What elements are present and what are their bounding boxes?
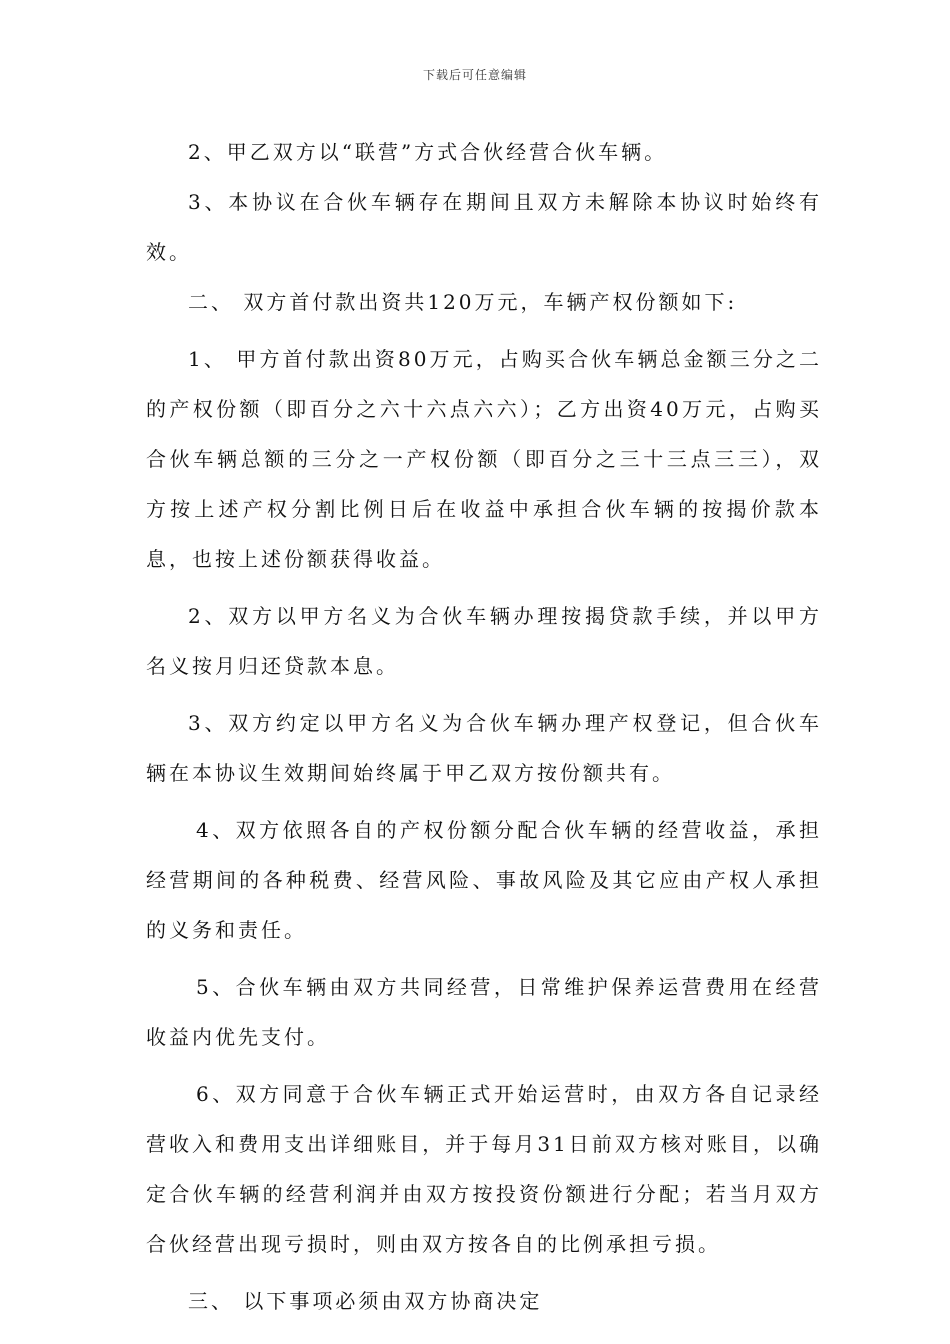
clause-5-joint-management: 5、合伙车辆由双方共同经营，日常维护保养运营费用在经营收益内优先支付。	[146, 975, 822, 1049]
clause-2-joint-operation: 2、甲乙双方以“联营”方式合伙经营合伙车辆。	[188, 140, 668, 164]
document-body	[146, 127, 822, 1326]
clause-6-accounting: 6、双方同意于合伙车辆正式开始运营时，由双方各自记录经营收入和费用支出详细账目，并于每月31日前双方核对账目，以确定合伙车辆的经营利润并由双方按投资份额进行分配；若当月双方合伙经营出现亏损时，则由双方按各自的比例承担亏损。	[146, 1082, 822, 1256]
page-header: 下载后可任意编辑	[422, 68, 527, 82]
clause-3-validity: 3、本协议在合伙车辆存在期间且双方未解除本协议时始终有效。	[146, 190, 822, 264]
section-2-heading: 二、 双方首付款出资共120万元，车辆产权份额如下:	[188, 290, 738, 314]
section-3-heading: 三、 以下事项必须由双方协商决定	[188, 1289, 543, 1313]
clause-4-profit-distribution: 4、双方依照各自的产权份额分配合伙车辆的经营收益，承担经营期间的各种税费、经营风险、事故风险及其它应由产权人承担的义务和责任。	[146, 818, 822, 942]
clause-3-registration: 3、双方约定以甲方名义为合伙车辆办理产权登记，但合伙车辆在本协议生效期间始终属于甲乙双方按份额共有。	[146, 711, 822, 785]
clause-2-mortgage: 2、双方以甲方名义为合伙车辆办理按揭贷款手续，并以甲方名义按月归还贷款本息。	[146, 604, 822, 678]
clause-1-contribution: 1、 甲方首付款出资80万元，占购买合伙车辆总金额三分之二的产权份额（即百分之六十六点六六）；乙方出资40万元，占购买合伙车辆总额的三分之一产权份额（即百分之三十三点三三），双方按上述产权分割比例日后在收益中承担合伙车辆的按揭价款本息，也按上述份额获得收益。	[146, 347, 822, 571]
